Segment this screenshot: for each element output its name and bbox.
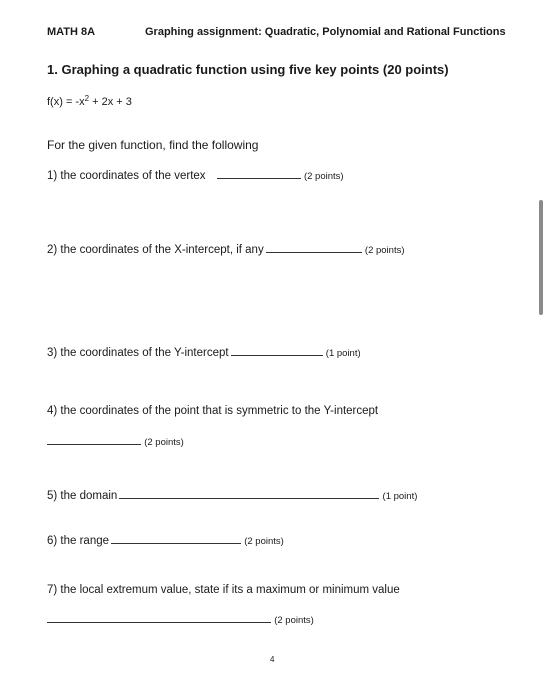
question-6-label: 6) the range (47, 535, 110, 547)
question-3-points: (1 point) (325, 348, 361, 359)
page-number: 4 (270, 655, 275, 664)
function-definition (47, 94, 132, 108)
question-1-points: (2 points) (303, 171, 344, 182)
assignment-title: Graphing assignment: Quadratic, Polynomial and Rational Functions (145, 26, 506, 38)
answer-line-2[interactable] (266, 251, 362, 253)
question-5-label: 5) the domain (47, 490, 118, 502)
question-6 (47, 535, 284, 547)
function-prefix: f(x) = -x (47, 96, 85, 108)
answer-line-7[interactable] (47, 621, 271, 623)
answer-line-1[interactable] (217, 177, 301, 179)
question-2-points: (2 points) (364, 245, 405, 256)
question-4-answer-row (47, 436, 184, 448)
question-4-points: (2 points) (144, 437, 184, 448)
question-2-label: 2) the coordinates of the X-intercept, if any (47, 244, 264, 256)
question-5 (47, 490, 417, 502)
course-code: MATH 8A (47, 26, 96, 38)
question-7-label: 7) the local extremum value, state if its a maximum or minimum value (47, 584, 400, 596)
question-5-points: (1 point) (382, 491, 418, 502)
answer-line-5[interactable] (119, 497, 379, 499)
question-4-label: 4) the coordinates of the point that is symmetric to the Y-intercept (47, 405, 379, 417)
function-exponent: 2 (84, 94, 90, 103)
question-3-label: 3) the coordinates of the Y-intercept (47, 347, 229, 359)
answer-line-4[interactable] (47, 443, 141, 445)
question-7-points: (2 points) (274, 615, 314, 626)
question-2 (47, 244, 405, 256)
question-7-answer-row (47, 614, 314, 626)
answer-line-6[interactable] (111, 542, 241, 544)
instructions: For the given function, find the following (47, 138, 259, 152)
question-7 (47, 584, 400, 596)
scrollbar-thumb[interactable] (539, 200, 543, 315)
question-1-label: 1) the coordinates of the vertex (47, 170, 206, 182)
question-6-points: (2 points) (244, 536, 284, 547)
question-3 (47, 347, 361, 359)
question-4 (47, 405, 378, 417)
answer-line-3[interactable] (231, 354, 323, 356)
section-title: 1. Graphing a quadratic function using five key points (20 points) (47, 62, 449, 77)
question-1 (47, 170, 344, 182)
function-suffix: + 2x + 3 (89, 96, 132, 108)
